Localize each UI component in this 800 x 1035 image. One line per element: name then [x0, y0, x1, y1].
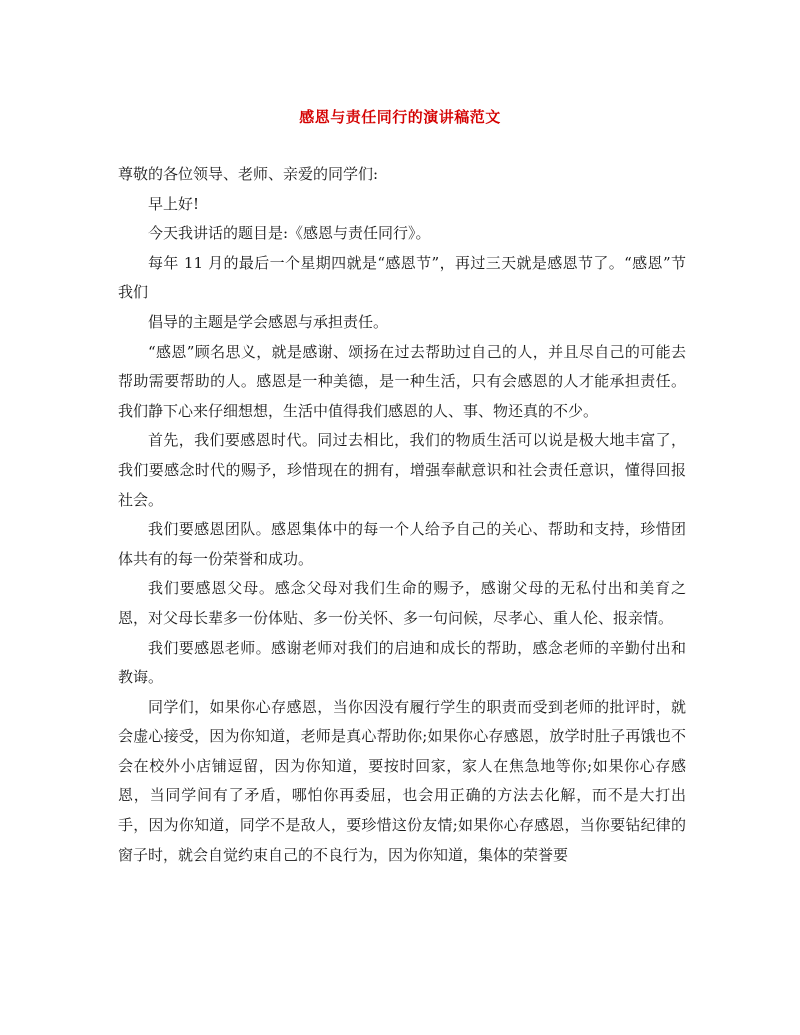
paragraph: 我们要感恩父母。感念父母对我们生命的赐予，感谢父母的无私付出和美育之恩，对父母长辈多一份体贴、多一份关怀、多一句问候，尽孝心、重人伦、报亲情。 [118, 579, 686, 627]
paragraph: 早上好! [148, 194, 200, 213]
paragraph: 每年 11 月的最后一个星期四就是“感恩节”，再过三天就是感恩节了。“感恩”节我们 [118, 253, 686, 302]
paragraph: 倡导的主题是学会感恩与承担责任。 [148, 312, 389, 331]
document-body [118, 160, 686, 870]
paragraph: 首先，我们要感恩时代。同过去相比，我们的物质生活可以说是极大地丰富了，我们要感念时代的赐予，珍惜现在的拥有，增强奉献意识和社会责任意识，懂得回报社会。 [118, 431, 686, 509]
document-title: 感恩与责任同行的演讲稿范文 [299, 108, 501, 126]
paragraph: 我们要感恩老师。感谢老师对我们的启迪和成长的帮助，感念老师的辛勤付出和教诲。 [118, 638, 686, 687]
paragraph: “感恩”顾名思义，就是感谢、颂扬在过去帮助过自己的人，并且尽自己的可能去帮助需要帮助的人。感恩是一种美德，是一种生活，只有会感恩的人才能承担责任。我们静下心来仔细想想，生活中值得我们感恩的人、事、物还真的不少。 [118, 342, 686, 420]
paragraph: 今天我讲话的题目是:《感恩与责任同行》。 [148, 224, 431, 243]
paragraph: 同学们，如果你心存感恩，当你因没有履行学生的职责而受到老师的批评时，就会虚心接受，因为你知道，老师是真心帮助你;如果你心存感恩，放学时肚子再饿也不会在校外小店铺逗留，因为你知道，要按时回家，家人在焦急地等你;如果你心存感恩，当同学间有了矛盾，哪怕你再委屈，也会用正确的方法去化解，而不是大打出手，因为你知道，同学不是敌人，要珍惜这份友情;如果你心存感恩，当你要钻纪律的窗子时，就会自觉约束自己的不良行为，因为你知道，集体的荣誉要 [118, 697, 686, 864]
paragraph: 我们要感恩团队。感恩集体中的每一个人给予自己的关心、帮助和支持，珍惜团体共有的每一份荣誉和成功。 [118, 520, 686, 568]
salutation: 尊敬的各位领导、老师、亲爱的同学们: [118, 165, 379, 183]
